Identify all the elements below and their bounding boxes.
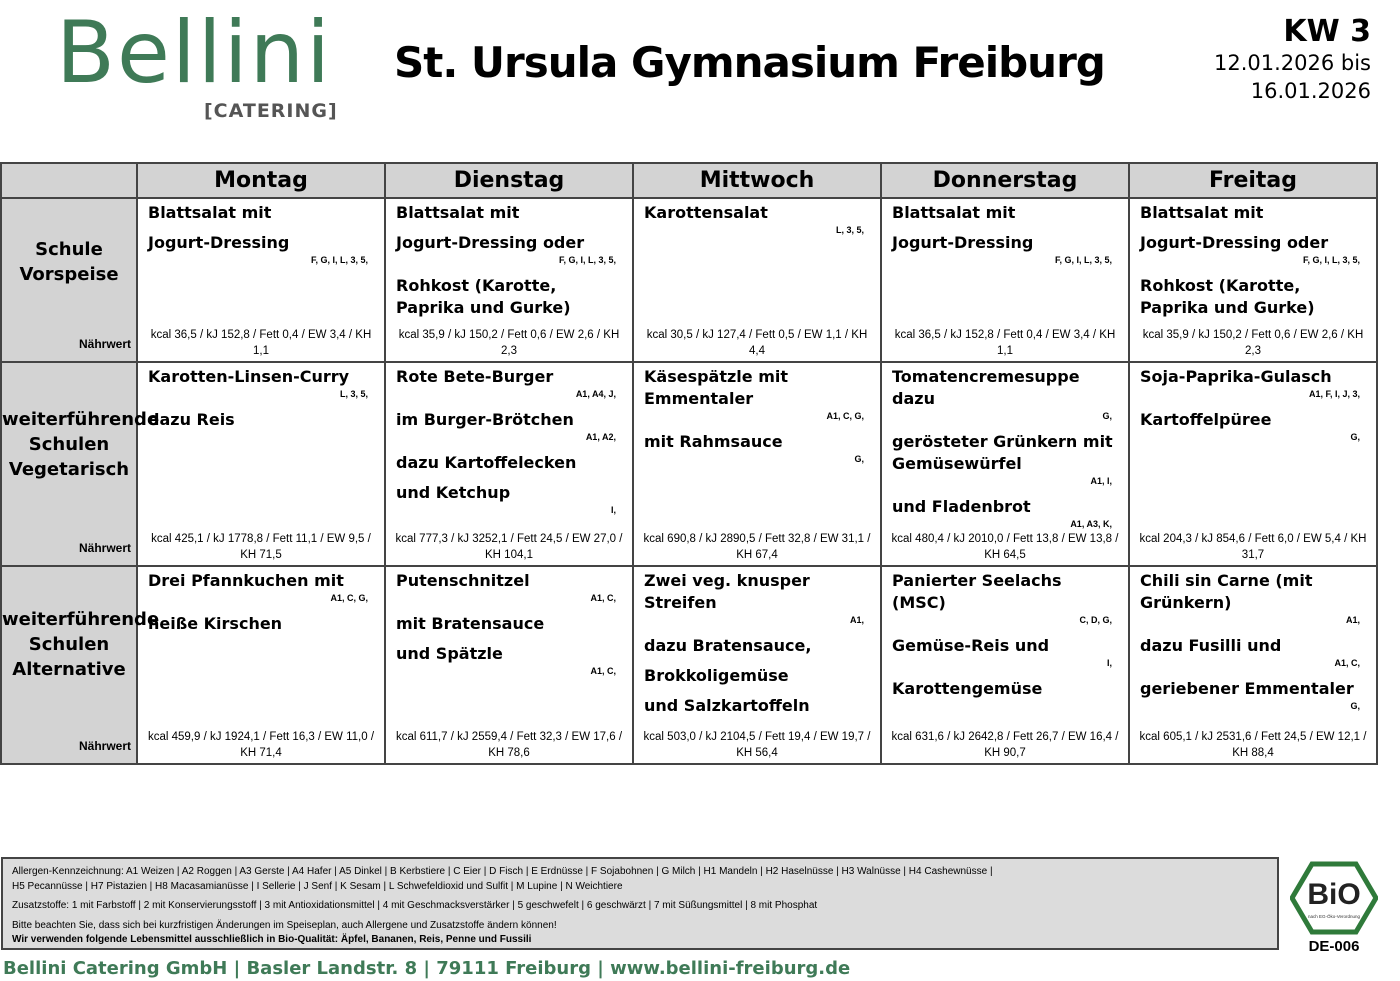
row-label-line: Vegetarisch xyxy=(8,459,130,480)
row-label-line: Schulen xyxy=(28,634,110,655)
allergen-codes: G, xyxy=(854,454,864,464)
dish-line: Rote Bete-Burger xyxy=(396,367,554,386)
dish-line: heiße Kirschen xyxy=(148,614,283,633)
allergen-codes: G, xyxy=(1350,701,1360,711)
meal-cell xyxy=(633,198,881,362)
nutrition-values: kcal 204,3 / kJ 854,6 / Fett 6,0 / EW 5,4 / KH 31,7 xyxy=(1139,533,1367,561)
dish-line: und Salzkartoffeln xyxy=(644,696,810,715)
dish-line: Jogurt-Dressing xyxy=(148,233,290,252)
meal-cell xyxy=(137,566,385,764)
nutrition-values: kcal 36,5 / kJ 152,8 / Fett 0,4 / EW 3,4 / KH 1,1 xyxy=(894,329,1116,357)
calendar-week: KW 3 xyxy=(1283,14,1371,49)
row-header xyxy=(1,362,160,566)
menu-row xyxy=(1,362,1377,566)
dish-line: und Fladenbrot xyxy=(892,497,1031,516)
meal-cell xyxy=(137,198,385,362)
dish-line: Blattsalat mit xyxy=(892,203,1016,222)
dish-line: und Spätzle xyxy=(396,644,503,663)
dish-line: Blattsalat mit xyxy=(396,203,520,222)
bio-seal-small: nach EG-Öko-Verordnung xyxy=(1307,914,1361,919)
nutrition-values: kcal 777,3 / kJ 3252,1 / Fett 24,5 / EW 27,0 / KH 104,1 xyxy=(395,533,623,561)
allergen-codes: L, 3, 5, xyxy=(835,225,864,235)
allergen-legend-cont: H5 Pecannüsse | H7 Pistazien | H8 Macasamianüsse | I Sellerie | J Senf | K Sesam | L Schwefeldioxid und Sulfit | M Lupine | N Weichtiere xyxy=(12,880,623,892)
day-header: Donnerstag xyxy=(881,163,1129,198)
nutrition-values: kcal 480,4 / kJ 2010,0 / Fett 13,8 / EW 13,8 / KH 64,5 xyxy=(891,533,1119,561)
dish-line: Zwei veg. knusper Streifen xyxy=(644,571,810,612)
row-label xyxy=(2,407,160,482)
page-title: St. Ursula Gymnasium Freiburg xyxy=(394,38,1105,87)
legend-box xyxy=(1,857,1279,950)
dish-line: Rohkost (Karotte, Paprika und Gurke) xyxy=(1140,276,1315,317)
nutrition-values: kcal 36,5 / kJ 152,8 / Fett 0,4 / EW 3,4 / KH 1,1 xyxy=(150,329,372,357)
nutrition-values: kcal 690,8 / kJ 2890,5 / Fett 32,8 / EW 31,1 / KH 67,4 xyxy=(643,533,871,561)
allergen-codes: A1, C, xyxy=(590,593,616,603)
dish-line: Karottengemüse xyxy=(892,679,1043,698)
row-label-line: weiterführende xyxy=(2,409,160,430)
dish-line: Rohkost (Karotte, Paprika und Gurke) xyxy=(396,276,571,317)
allergen-codes: A1, xyxy=(1345,615,1360,625)
dish-line: Käsespätzle mit Emmentaler xyxy=(644,367,789,408)
dish-line: Karottensalat xyxy=(644,203,768,222)
row-label-line: Schule xyxy=(35,239,103,260)
allergen-codes: F, G, I, L, 3, 5, xyxy=(310,255,368,265)
bio-seal-text: BiO xyxy=(1307,878,1361,911)
nutrition-values: kcal 35,9 / kJ 150,2 / Fett 0,6 / EW 2,6 / KH 2,3 xyxy=(1142,329,1364,357)
allergen-legend: Allergen-Kennzeichnung: A1 Weizen | A2 Roggen | A3 Gerste | A4 Hafer | A5 Dinkel | B Kerbstiere | C Eier | D Fisch | E Erdnüsse | F Sojabohnen | G Milch | H1 Mandeln | H2 Haselnüsse | H3 Walnüsse | H4 Cashewnüsse | xyxy=(12,866,993,877)
nutrition-values: kcal 30,5 / kJ 127,4 / Fett 0,5 / EW 1,1 / KH 4,4 xyxy=(646,329,868,357)
allergen-codes: F, G, I, L, 3, 5, xyxy=(558,255,616,265)
allergen-codes: A1, C, G, xyxy=(330,593,368,603)
bio-notice: Wir verwenden folgende Lebensmittel ausschließlich in Bio-Qualität: Äpfel, Bananen, Reis, Penne und Fussili xyxy=(12,934,532,945)
allergen-codes: A1, I, xyxy=(1090,476,1112,486)
date-to: 16.01.2026 xyxy=(1250,79,1371,103)
meal-cell xyxy=(881,198,1129,362)
nutrition-label: Nährwert xyxy=(78,541,131,555)
change-notice: Bitte beachten Sie, dass sich bei kurzfristigen Änderungen im Speiseplan, auch Allergene und Zusatzstoffe ändern können! xyxy=(12,919,557,931)
company-footer: Bellini Catering GmbH | Basler Landstr. 8 | 79111 Freiburg | www.bellini-freiburg.de xyxy=(3,958,851,979)
logo-subtitle: [CATERING] xyxy=(204,100,338,122)
day-header: Mittwoch xyxy=(633,163,881,198)
dish-line: Blattsalat mit xyxy=(1140,203,1264,222)
additives-legend: Zusatzstoffe: 1 mit Farbstoff | 2 mit Konservierungsstoff | 3 mit Antioxidationsmittel | 4 mit Geschmacksverstärker | 5 geschwefelt | 6 geschwärzt | 7 mit Süßungsmittel | 8 mit Phosphat xyxy=(12,900,818,911)
meal-cell xyxy=(881,362,1129,566)
allergen-codes: A1, C, xyxy=(1334,658,1360,668)
menu-table xyxy=(0,162,1378,765)
dish-line: Chili sin Carne (mit Grünkern) xyxy=(1140,571,1313,612)
nutrition-values: kcal 605,1 / kJ 2531,6 / Fett 24,5 / EW 12,1 / KH 88,4 xyxy=(1139,731,1367,759)
dish-line: Putenschnitzel xyxy=(396,571,530,590)
allergen-codes: A1, A3, K, xyxy=(1070,519,1112,529)
dish-line: Jogurt-Dressing oder xyxy=(396,233,585,252)
meal-cell xyxy=(633,566,881,764)
day-header: Freitag xyxy=(1129,163,1377,198)
row-label-line: Schulen xyxy=(28,434,110,455)
dish-line: Blattsalat mit xyxy=(148,203,272,222)
meal-cell xyxy=(1129,362,1377,566)
allergen-codes: G, xyxy=(1350,432,1360,442)
meal-cell xyxy=(385,362,633,566)
day-header: Dienstag xyxy=(385,163,633,198)
allergen-codes: C, D, G, xyxy=(1079,615,1112,625)
bellini-logo xyxy=(56,3,338,129)
nutrition-values: kcal 503,0 / kJ 2104,5 / Fett 19,4 / EW 19,7 / KH 56,4 xyxy=(643,731,871,759)
allergen-codes: F, G, I, L, 3, 5, xyxy=(1054,255,1112,265)
dish-line: Jogurt-Dressing xyxy=(892,233,1034,252)
dish-line: Jogurt-Dressing oder xyxy=(1140,233,1329,252)
row-label xyxy=(2,237,136,287)
meal-cell xyxy=(1129,198,1377,362)
dish-line: dazu Bratensauce, xyxy=(644,636,812,655)
row-label-line: weiterführende xyxy=(2,609,160,630)
meal-cell xyxy=(137,362,385,566)
allergen-codes: A1, C, xyxy=(590,666,616,676)
allergen-codes: A1, F, I, J, 3, xyxy=(1308,389,1360,399)
row-header xyxy=(1,566,160,764)
nutrition-values: kcal 35,9 / kJ 150,2 / Fett 0,6 / EW 2,6 / KH 2,3 xyxy=(398,329,620,357)
allergen-codes: G, xyxy=(1102,411,1112,421)
logo-wordmark: Bellini xyxy=(56,3,332,103)
dish-line: gerösteter Grünkern mit Gemüsewürfel xyxy=(892,432,1113,473)
row-header xyxy=(1,198,137,362)
day-header: Montag xyxy=(137,163,385,198)
nutrition-label: Nährwert xyxy=(78,739,131,753)
dish-line: Brokkoligemüse xyxy=(644,666,789,685)
nutrition-values: kcal 631,6 / kJ 2642,8 / Fett 26,7 / EW 16,4 / KH 90,7 xyxy=(891,731,1119,759)
dish-line: Soja-Paprika-Gulasch xyxy=(1140,367,1332,386)
dish-line: dazu Fusilli und xyxy=(1140,636,1282,655)
dish-line: Tomatencremesuppe dazu xyxy=(892,367,1080,408)
dish-line: Gemüse-Reis und xyxy=(892,636,1050,655)
dish-line: Kartoffelpüree xyxy=(1140,410,1272,429)
menu-row xyxy=(1,566,1377,764)
meal-cell xyxy=(385,566,633,764)
allergen-codes: A1, A2, xyxy=(585,432,616,442)
dish-line: dazu Reis xyxy=(148,410,235,429)
dish-line: mit Bratensauce xyxy=(396,614,545,633)
dish-line: Panierter Seelachs (MSC) xyxy=(892,571,1062,612)
dish-line: im Burger-Brötchen xyxy=(396,410,574,429)
nutrition-label: Nährwert xyxy=(78,337,131,351)
row-label-line: Vorspeise xyxy=(19,264,119,285)
dish-line: mit Rahmsauce xyxy=(644,432,783,451)
dish-line: dazu Kartoffelecken xyxy=(396,453,577,472)
meal-cell xyxy=(1129,566,1377,764)
allergen-codes: A1, C, G, xyxy=(826,411,864,421)
bio-control-code: DE-006 xyxy=(1308,938,1360,955)
allergen-codes: L, 3, 5, xyxy=(339,389,368,399)
dish-line: geriebener Emmentaler xyxy=(1140,679,1354,698)
nutrition-values: kcal 611,7 / kJ 2559,4 / Fett 32,3 / EW 17,6 / KH 78,6 xyxy=(395,731,623,759)
dish-line: Karotten-Linsen-Curry xyxy=(148,367,350,386)
dish-line: Drei Pfannkuchen mit xyxy=(148,571,344,590)
date-from: 12.01.2026 bis xyxy=(1213,51,1371,75)
row-label xyxy=(2,607,160,682)
corner-cell xyxy=(1,163,137,198)
meal-cell xyxy=(633,362,881,566)
allergen-codes: A1, A4, J, xyxy=(575,389,616,399)
menu-row xyxy=(1,198,1377,362)
nutrition-values: kcal 459,9 / kJ 1924,1 / Fett 16,3 / EW 11,0 / KH 71,4 xyxy=(147,731,375,759)
allergen-codes: I, xyxy=(1106,658,1112,668)
row-label-line: Alternative xyxy=(12,659,126,680)
day-header-row xyxy=(1,163,1377,198)
allergen-codes: I, xyxy=(610,505,616,515)
week-info xyxy=(1214,14,1371,105)
meal-cell xyxy=(385,198,633,362)
meal-cell xyxy=(881,566,1129,764)
dish-line: und Ketchup xyxy=(396,483,511,502)
nutrition-values: kcal 425,1 / kJ 1778,8 / Fett 11,1 / EW 9,5 / KH 71,5 xyxy=(151,533,371,561)
allergen-codes: F, G, I, L, 3, 5, xyxy=(1302,255,1360,265)
allergen-codes: A1, xyxy=(849,615,864,625)
